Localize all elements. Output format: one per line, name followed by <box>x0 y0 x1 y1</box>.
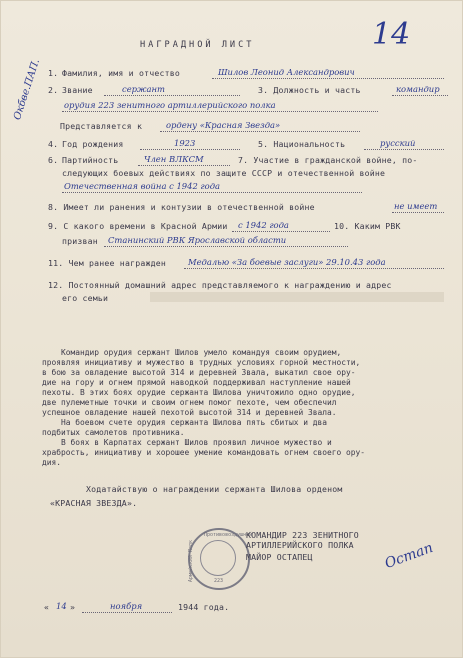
presented-label: Представляется к <box>60 121 143 131</box>
handwritten-signature: Остап <box>382 539 436 573</box>
field-6-number: 6. <box>48 155 59 165</box>
round-seal <box>188 528 253 590</box>
field-1-line <box>212 78 444 79</box>
presented-line <box>160 131 360 132</box>
signature-name: МАЙОР ОСТАПЕЦ <box>246 552 313 562</box>
field-11-value: Медалью «За боевые заслуги» 29.10.43 года <box>188 257 386 267</box>
field-8-value: не имеет <box>394 201 438 211</box>
date-month-line <box>82 612 172 613</box>
address-redaction <box>150 292 444 302</box>
citation-line-9: подбитых самолетов противника. <box>42 428 185 437</box>
field-2-number: 2. <box>48 85 59 95</box>
field-10-line <box>104 246 348 247</box>
field-11-line <box>184 268 444 269</box>
field-2-value: сержант <box>122 84 165 94</box>
signature-title-1: КОМАНДИР 223 ЗЕНИТНОГО <box>246 530 359 540</box>
date-year: 1944 года. <box>178 602 230 612</box>
field-3-label: 3. Должность и часть <box>258 85 361 95</box>
field-7-line <box>62 192 362 193</box>
field-1-number: 1. <box>48 68 59 78</box>
field-9-line <box>232 231 330 232</box>
field-12-label-2: его семьи <box>62 293 109 303</box>
field-5-value: русский <box>380 138 416 148</box>
citation-line-8: На боевом счете орудия сержанта Шилова пять сбитых и два <box>42 418 328 427</box>
citation-line-10: В боях в Карпатах сержант Шилов проявил личное мужество и <box>42 438 332 447</box>
seal-text-top: Противовоздушной <box>204 532 253 538</box>
date-month: ноября <box>110 601 143 611</box>
citation-line-6: две пулеметные точки и своим огнем помог пехоте, чем обеспечил <box>42 398 337 407</box>
field-7-label-cont: следующих боевых действиях по защите СССР и отечественной войне <box>62 168 386 178</box>
citation-line-12: дия. <box>42 458 62 467</box>
field-9-value: с 1942 года <box>238 220 289 230</box>
field-3-value: командир <box>396 84 440 94</box>
field-3-line <box>392 95 448 96</box>
field-8-label: 8. Имеет ли ранения и контузии в отечественной войне <box>48 202 315 212</box>
presented-value: ордену «Красная Звезда» <box>166 120 281 130</box>
date-day: 14 <box>56 601 67 611</box>
document-number: 14 <box>372 17 411 52</box>
field-1-label: Фамилия, имя и отчество <box>62 68 180 78</box>
field-2-label: Звание <box>62 85 93 95</box>
citation-line-4: дие на гору и огнем прямой наводкой поддерживал наступление нашей <box>42 378 351 387</box>
field-10-prefix: призван <box>62 236 98 246</box>
citation-line-11: храбрость, инициативу и хорошее умение командовать огнем своего ору- <box>42 448 366 457</box>
field-10-label: 10. Каким РВК <box>334 221 401 231</box>
field-6-label: Партийность <box>62 155 119 165</box>
field-8-line <box>392 212 444 213</box>
field-7-value: Отечественная война с 1942 года <box>64 181 221 191</box>
field-11-label: 11. Чем ранее награжден <box>48 258 166 268</box>
petition-line-1: Ходатайствую о награждении сержанта Шилова орденом <box>86 484 343 494</box>
field-4-number: 4. <box>48 139 59 149</box>
field-6-line <box>138 165 230 166</box>
margin-note: Окбве.ПАП. <box>12 57 43 122</box>
seal-text-left: Армейский Полк <box>188 539 195 583</box>
petition-line-2: «КРАСНАЯ ЗВЕЗДА». <box>50 498 138 508</box>
field-4-line <box>140 149 240 150</box>
field-3-line-2 <box>62 111 378 112</box>
field-2-line <box>104 95 240 96</box>
signature-title-2: АРТИЛЛЕРИЙСКОГО ПОЛКА <box>246 540 354 550</box>
field-4-label: Год рождения <box>62 139 124 149</box>
seal-text-bottom: 223 <box>214 578 224 584</box>
field-12-label: 12. Постоянный домашний адрес представляемого к награждению и адрес <box>48 280 392 290</box>
field-3-value-2: орудия 223 зенитного артиллерийского полка <box>64 100 276 110</box>
page-title: НАГРАДНОЙ ЛИСТ <box>140 40 255 50</box>
field-10-value: Станинский РВК Ярославской области <box>108 235 287 245</box>
field-7-label: 7. Участие в гражданской войне, по- <box>238 155 418 165</box>
citation-line-2: проявляя инициативу и мужество в трудных условиях горной местности, <box>42 358 361 367</box>
citation-line-3: в бою за овладение высотой 314 и деревней Звала, выкатил свое ору- <box>42 368 356 377</box>
field-1-value: Шилов Леонид Александрович <box>218 67 355 77</box>
citation-line-1: Командир орудия сержант Шилов умело командуя своим орудием, <box>42 348 342 357</box>
citation-line-5: пехоты. В этих боях орудие сержанта Шилова уничтожило одно орудие, <box>42 388 356 397</box>
citation-line-7: успешное овладение нашей пехотой высотой 314 и деревней Звала. <box>42 408 337 417</box>
field-4-value: 1923 <box>174 138 196 148</box>
field-6-value: Член ВЛКСМ <box>144 154 204 164</box>
field-5-label: 5. Национальность <box>258 139 346 149</box>
field-5-line <box>364 149 444 150</box>
seal-emblem <box>200 540 236 576</box>
field-9-label: 9. С какого времени в Красной Армии <box>48 221 228 231</box>
date-close-quote: » <box>70 602 76 612</box>
date-open-quote: « <box>44 602 50 612</box>
